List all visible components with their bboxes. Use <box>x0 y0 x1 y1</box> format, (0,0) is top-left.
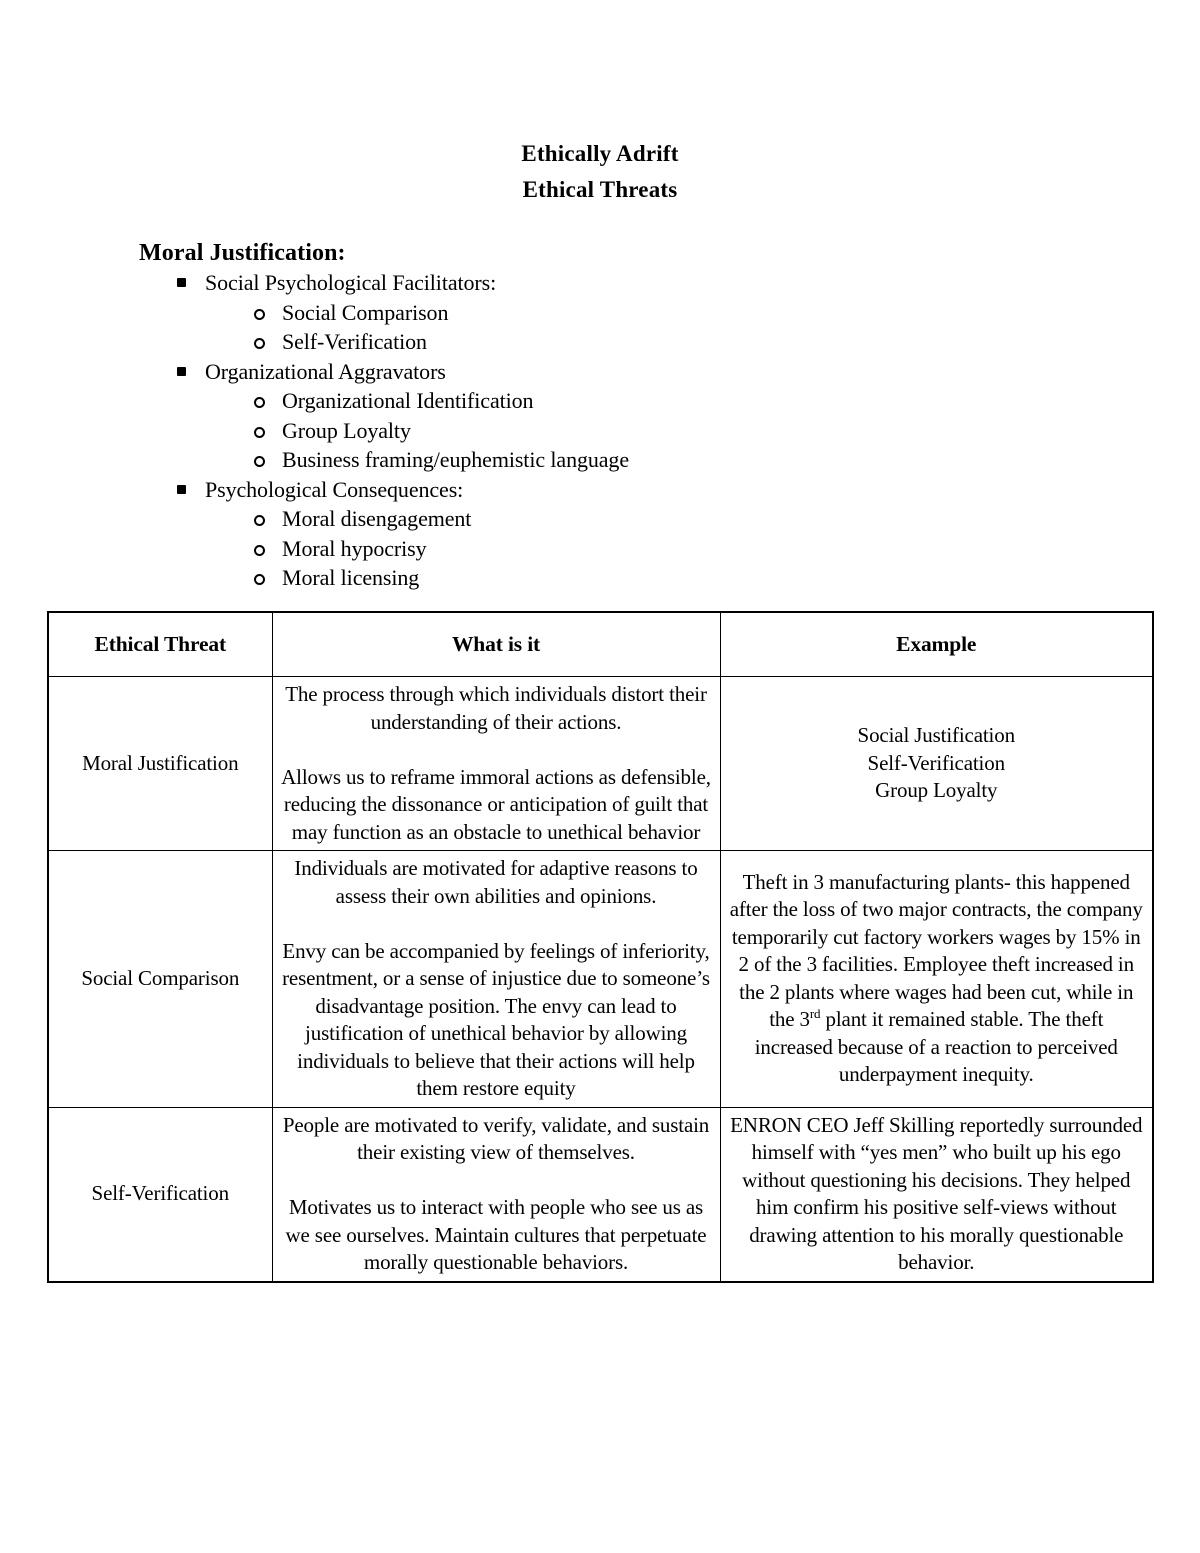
list-item <box>205 268 1200 357</box>
column-header-ethical-threat: Ethical Threat <box>48 612 272 677</box>
ethical-threats-table <box>47 611 1154 1283</box>
list-item <box>282 416 1200 446</box>
cell-example <box>720 1107 1153 1282</box>
list-item-label: Group Loyalty <box>282 417 411 443</box>
paragraph <box>729 869 1145 1089</box>
paragraph: Social Justification <box>857 723 1015 748</box>
cell-what-is-it <box>272 1107 720 1282</box>
cell-what-is-it <box>272 851 720 1108</box>
paragraph: Motivates us to interact with people who see us as we see ourselves. Maintain cultures that perpetuate morally questionable behaviors. <box>285 1195 707 1274</box>
title-line-1: Ethically Adrift <box>521 141 679 166</box>
circle-bullet-icon <box>254 397 265 408</box>
document-title <box>0 136 1200 208</box>
list-item <box>205 357 1200 475</box>
paragraph: Individuals are motivated for adaptive reasons to assess their own abilities and opinions. <box>294 856 698 908</box>
square-bullet-icon <box>177 485 186 494</box>
list-item-label: Social Comparison <box>282 299 449 325</box>
list-item-label: Organizational Aggravators <box>205 358 446 384</box>
outline-level2-list <box>205 504 1200 593</box>
list-item-label: Moral disengagement <box>282 506 472 531</box>
outline-heading: Moral Justification: <box>139 240 346 266</box>
cell-threat-name: Self-Verification <box>48 1107 272 1282</box>
paragraph: Self-Verification <box>867 750 1005 775</box>
circle-bullet-icon <box>254 338 265 349</box>
ethical-threats-table-wrapper <box>47 611 1152 1283</box>
square-bullet-icon <box>177 367 186 376</box>
paragraph: ENRON CEO Jeff Skilling reportedly surrounded himself with “yes men” who built up his ego without questioning his decisions. They helped him confirm his positive self-views without drawing attention to his morally questionable behavior. <box>730 1112 1143 1274</box>
ordinal-suffix: rd <box>809 1006 821 1022</box>
example-text-part-2: plant it remained stable. The theft increased because of a reaction to perceived underpayment inequity. <box>754 1007 1118 1087</box>
cell-threat-name: Moral Justification <box>48 677 272 851</box>
list-item-label: Moral hypocrisy <box>282 535 427 561</box>
list-item <box>205 475 1200 593</box>
table-row <box>48 677 1153 851</box>
table-row <box>48 851 1153 1108</box>
square-bullet-icon <box>177 278 186 287</box>
list-item <box>282 298 1200 328</box>
list-item <box>282 445 1200 475</box>
circle-bullet-icon <box>254 515 265 526</box>
cell-threat-name: Social Comparison <box>48 851 272 1108</box>
table-header-row <box>48 612 1153 677</box>
paragraph: Group Loyalty <box>875 778 998 803</box>
column-header-example: Example <box>720 612 1153 677</box>
list-item-label: Organizational Identification <box>282 388 534 413</box>
title-line-2: Ethical Threats <box>522 177 678 202</box>
outline-level1-list <box>0 268 1200 593</box>
cell-example <box>720 677 1153 851</box>
cell-example <box>720 851 1153 1108</box>
list-item <box>282 534 1200 564</box>
circle-bullet-icon <box>254 456 265 467</box>
circle-bullet-icon <box>254 309 265 320</box>
paragraph: Envy can be accompanied by feelings of inferiority, resentment, or a sense of injustice due to someone’s disadvantage position. The envy can lead to justification of unethical behavior by allowing individuals to believe that their actions will help them restore equity <box>282 938 710 1100</box>
list-item-label: Psychological Consequences: <box>205 476 464 502</box>
table-header <box>48 612 1153 677</box>
table-row <box>48 1107 1153 1282</box>
outline-section <box>0 238 1200 593</box>
list-item <box>282 386 1200 416</box>
list-item-label: Business framing/euphemistic language <box>282 447 630 472</box>
list-item-label: Moral licensing <box>282 565 420 590</box>
list-item <box>282 563 1200 593</box>
circle-bullet-icon <box>254 574 265 585</box>
paragraph: People are motivated to verify, validate, and sustain their existing view of themselves. <box>282 1112 710 1164</box>
example-text-part-1: Theft in 3 manufacturing plants- this happened after the loss of two major contracts, the company temporarily cut factory workers wages by 15% in 2 of the 3 facilities. Employee theft increased in the 2 plants where wages had been cut, while in the 3 <box>729 869 1143 1032</box>
list-item-label: Social Psychological Facilitators: <box>205 270 497 295</box>
outline-level2-list <box>205 298 1200 357</box>
column-header-what-is-it: What is it <box>272 612 720 677</box>
cell-what-is-it <box>272 677 720 851</box>
circle-bullet-icon <box>254 427 265 438</box>
paragraph: The process through which individuals distort their understanding of their actions. <box>285 682 707 734</box>
outline-level2-list <box>205 386 1200 475</box>
table-body <box>48 677 1153 1282</box>
list-item <box>282 327 1200 357</box>
paragraph: Allows us to reframe immoral actions as defensible, reducing the dissonance or anticipation of guilt that may function as an obstacle to unethical behavior <box>281 764 711 844</box>
list-item-label: Self-Verification <box>282 329 427 354</box>
circle-bullet-icon <box>254 545 265 556</box>
list-item <box>282 504 1200 534</box>
